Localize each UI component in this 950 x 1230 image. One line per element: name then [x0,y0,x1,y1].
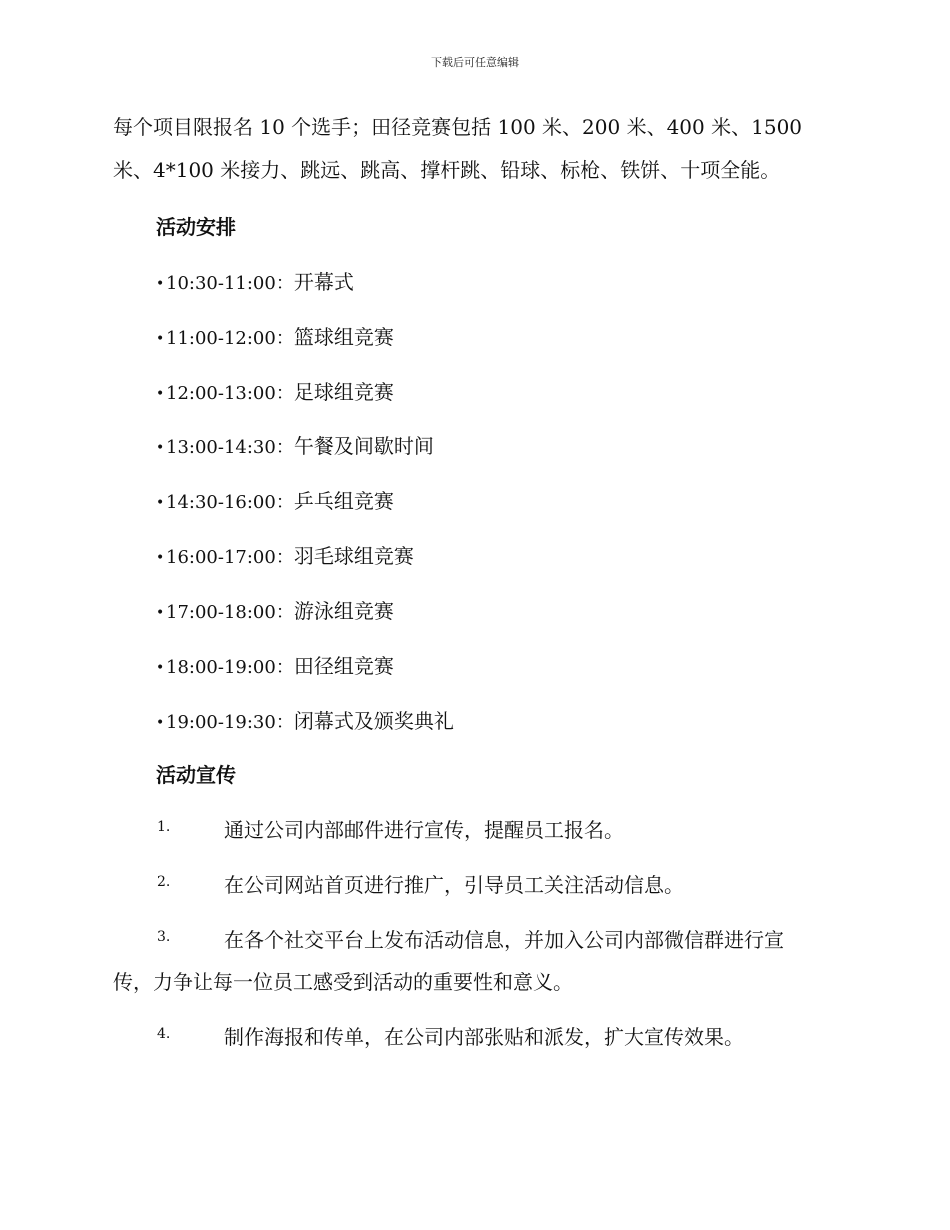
schedule-item [156,321,394,350]
schedule-item [156,595,394,624]
bullet-icon: • [156,604,165,621]
bullet-icon: • [156,659,165,676]
header-note: 下载后可任意编辑 [431,56,519,69]
schedule-time: 13:00-14:30： [166,437,294,458]
schedule-item [156,266,354,295]
intro-paragraph [113,106,843,192]
schedule-time: 12:00-13:00： [166,383,294,404]
list-item-continuation: 传，力争让每一位员工感受到活动的重要性和意义。 [113,970,573,994]
schedule-event: 开幕式 [293,270,354,294]
intro-line-2: 米、4*100 米接力、跳远、跳高、撑杆跳、铅球、标枪、铁饼、十项全能。 [113,158,781,182]
schedule-item [156,485,394,514]
bullet-icon: • [156,275,165,292]
schedule-item [156,705,454,734]
schedule-item [156,540,414,569]
schedule-event: 田径组竞赛 [293,654,394,678]
bullet-icon: • [156,330,165,347]
schedule-event: 篮球组竞赛 [293,325,394,349]
bullet-icon: • [156,549,165,566]
list-number: 4. [157,1026,171,1042]
bullet-icon: • [156,494,165,511]
list-number: 1. [157,819,171,835]
list-item-text: 通过公司内部邮件进行宣传，提醒员工报名。 [224,818,624,842]
list-item-text: 在公司网站首页进行推广，引导员工关注活动信息。 [224,873,684,897]
list-item-text: 制作海报和传单，在公司内部张贴和派发，扩大宣传效果。 [224,1025,744,1049]
list-number: 2. [157,874,171,890]
schedule-event: 游泳组竞赛 [293,599,394,623]
schedule-time: 16:00-17:00： [166,547,294,568]
bullet-icon: • [156,385,165,402]
schedule-time: 10:30-11:00： [166,273,294,294]
schedule-item [156,650,394,679]
promotion-heading: 活动宣传 [156,763,236,787]
list-item-text: 在各个社交平台上发布活动信息，并加入公司内部微信群进行宣 [224,928,784,952]
bullet-icon: • [156,439,165,456]
schedule-event: 闭幕式及颁奖典礼 [293,709,454,733]
schedule-event: 午餐及间歇时间 [293,434,434,458]
schedule-event: 足球组竞赛 [293,380,394,404]
schedule-item [156,376,394,405]
schedule-heading: 活动安排 [156,215,236,239]
schedule-time: 11:00-12:00： [166,328,294,349]
schedule-event: 羽毛球组竞赛 [293,544,414,568]
list-number: 3. [157,929,171,945]
schedule-time: 14:30-16:00： [166,492,294,513]
schedule-time: 19:00-19:30： [166,712,294,733]
schedule-time: 17:00-18:00： [166,602,294,623]
schedule-item [156,430,434,459]
bullet-icon: • [156,714,165,731]
schedule-time: 18:00-19:00： [166,657,294,678]
schedule-event: 乒乓组竞赛 [293,489,394,513]
intro-line-1: 每个项目限报名 10 个选手；田径竞赛包括 100 米、200 米、400 米、1500 [113,115,803,139]
